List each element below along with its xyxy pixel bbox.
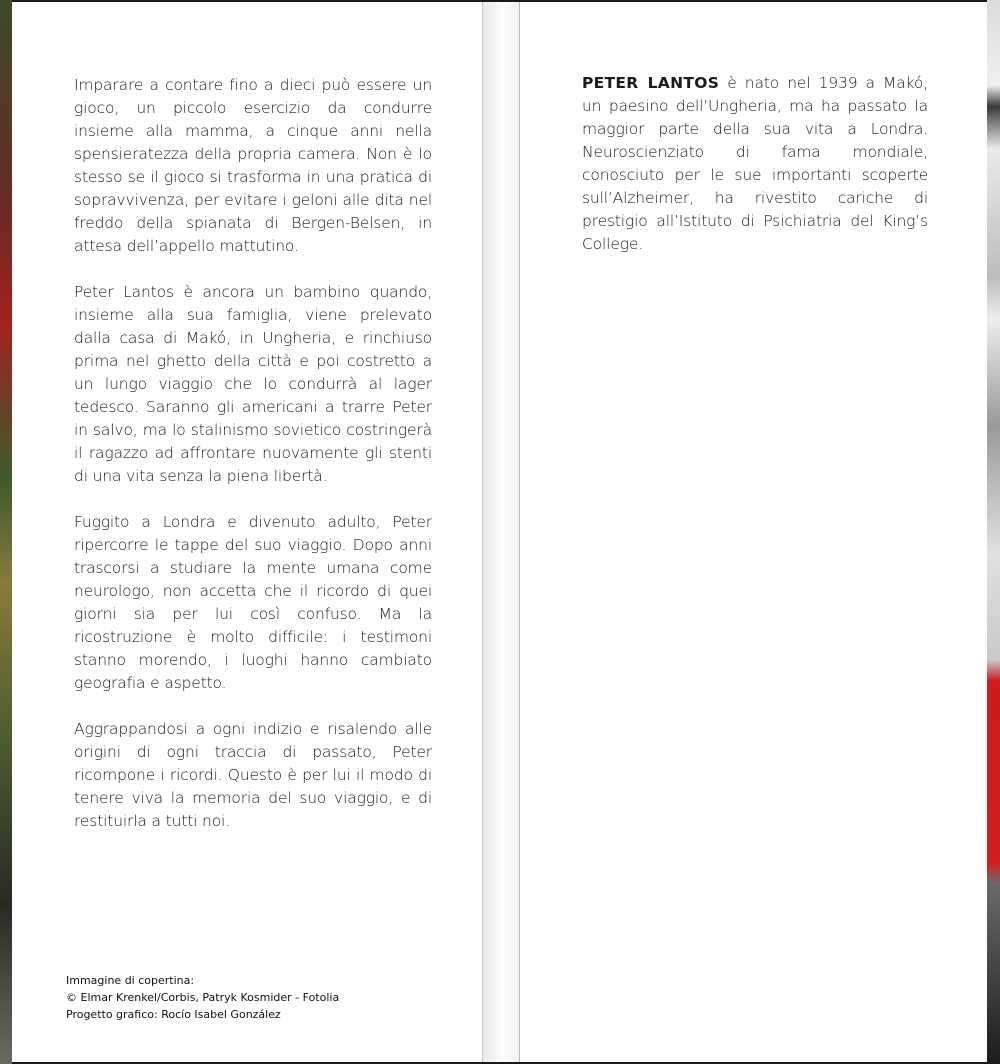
cover-edge-left — [0, 0, 12, 1064]
author-bio-text: è nato nel 1939 a Makó, un paesino dell’Ungheria, ma ha passato la maggior parte della sua vita a Londra. Neuroscienziato di fama mondiale, conosciuto per le sue importanti scoperte sull’Alzheimer, ha rivestito cariche di prestigio all’Istituto di Psichiatria del King’s College. — [582, 74, 928, 253]
right-page — [520, 2, 987, 1062]
credits-design: Progetto grafico: Rocío Isabel González — [66, 1008, 281, 1021]
credits-cover-image-label: Immagine di copertina: — [66, 974, 195, 987]
paragraph-4: Aggrappandosi a ogni indizio e risalendo alle origini di ogni traccia di passato, Peter ricompone i ricordi. Questo è per lui il modo di tenere viva la memoria del suo viaggio, e di restituirla a tutti noi. — [74, 720, 432, 830]
book-gutter — [482, 2, 520, 1062]
cover-credits — [66, 972, 466, 1023]
left-text-column — [74, 74, 432, 856]
paragraph-3: Fuggito a Londra e divenuto adulto, Peter ripercorre le tappe del suo viaggio. Dopo anni trascorsi a studiare la mente umana come neurologo, non accetta che il ricordo di quei giorni sia per lui così confuso. Ma la ricostruzione è molto difficile: i testimoni stanno morendo, i luoghi hanno cambiato geografia e aspetto. — [74, 513, 432, 692]
author-bio — [582, 72, 928, 279]
paragraph-1: Imparare a contare fino a dieci può essere un gioco, un piccolo esercizio da condurre insieme alla mamma, a cinque anni nella spensieratezza della propria camera. Non è lo stesso se il gioco si trasforma in una pratica di sopravvivenza, per evitare i geloni alle dita nel freddo della spianata di Bergen-Belsen, in attesa dell’appello mattutino. — [74, 76, 432, 255]
credits-photo: © Elmar Krenkel/Corbis, Patryk Kosmider - Fotolia — [66, 991, 340, 1004]
left-page — [12, 2, 482, 1062]
author-name: PETER LANTOS — [582, 74, 720, 92]
paragraph-2: Peter Lantos è ancora un bambino quando, insieme alla sua famiglia, viene prelevato dalla casa di Makó, in Ungheria, e rinchiuso prima nel ghetto della città e poi costretto a un lungo viaggio che lo condurrà al lager tedesco. Saranno gli americani a trarre Peter in salvo, ma lo stalinismo sovietico costringerà il ragazzo ad affrontare nuovamente gli stenti di una vita senza la piena libertà. — [74, 283, 432, 485]
cover-edge-right — [987, 0, 1000, 1064]
